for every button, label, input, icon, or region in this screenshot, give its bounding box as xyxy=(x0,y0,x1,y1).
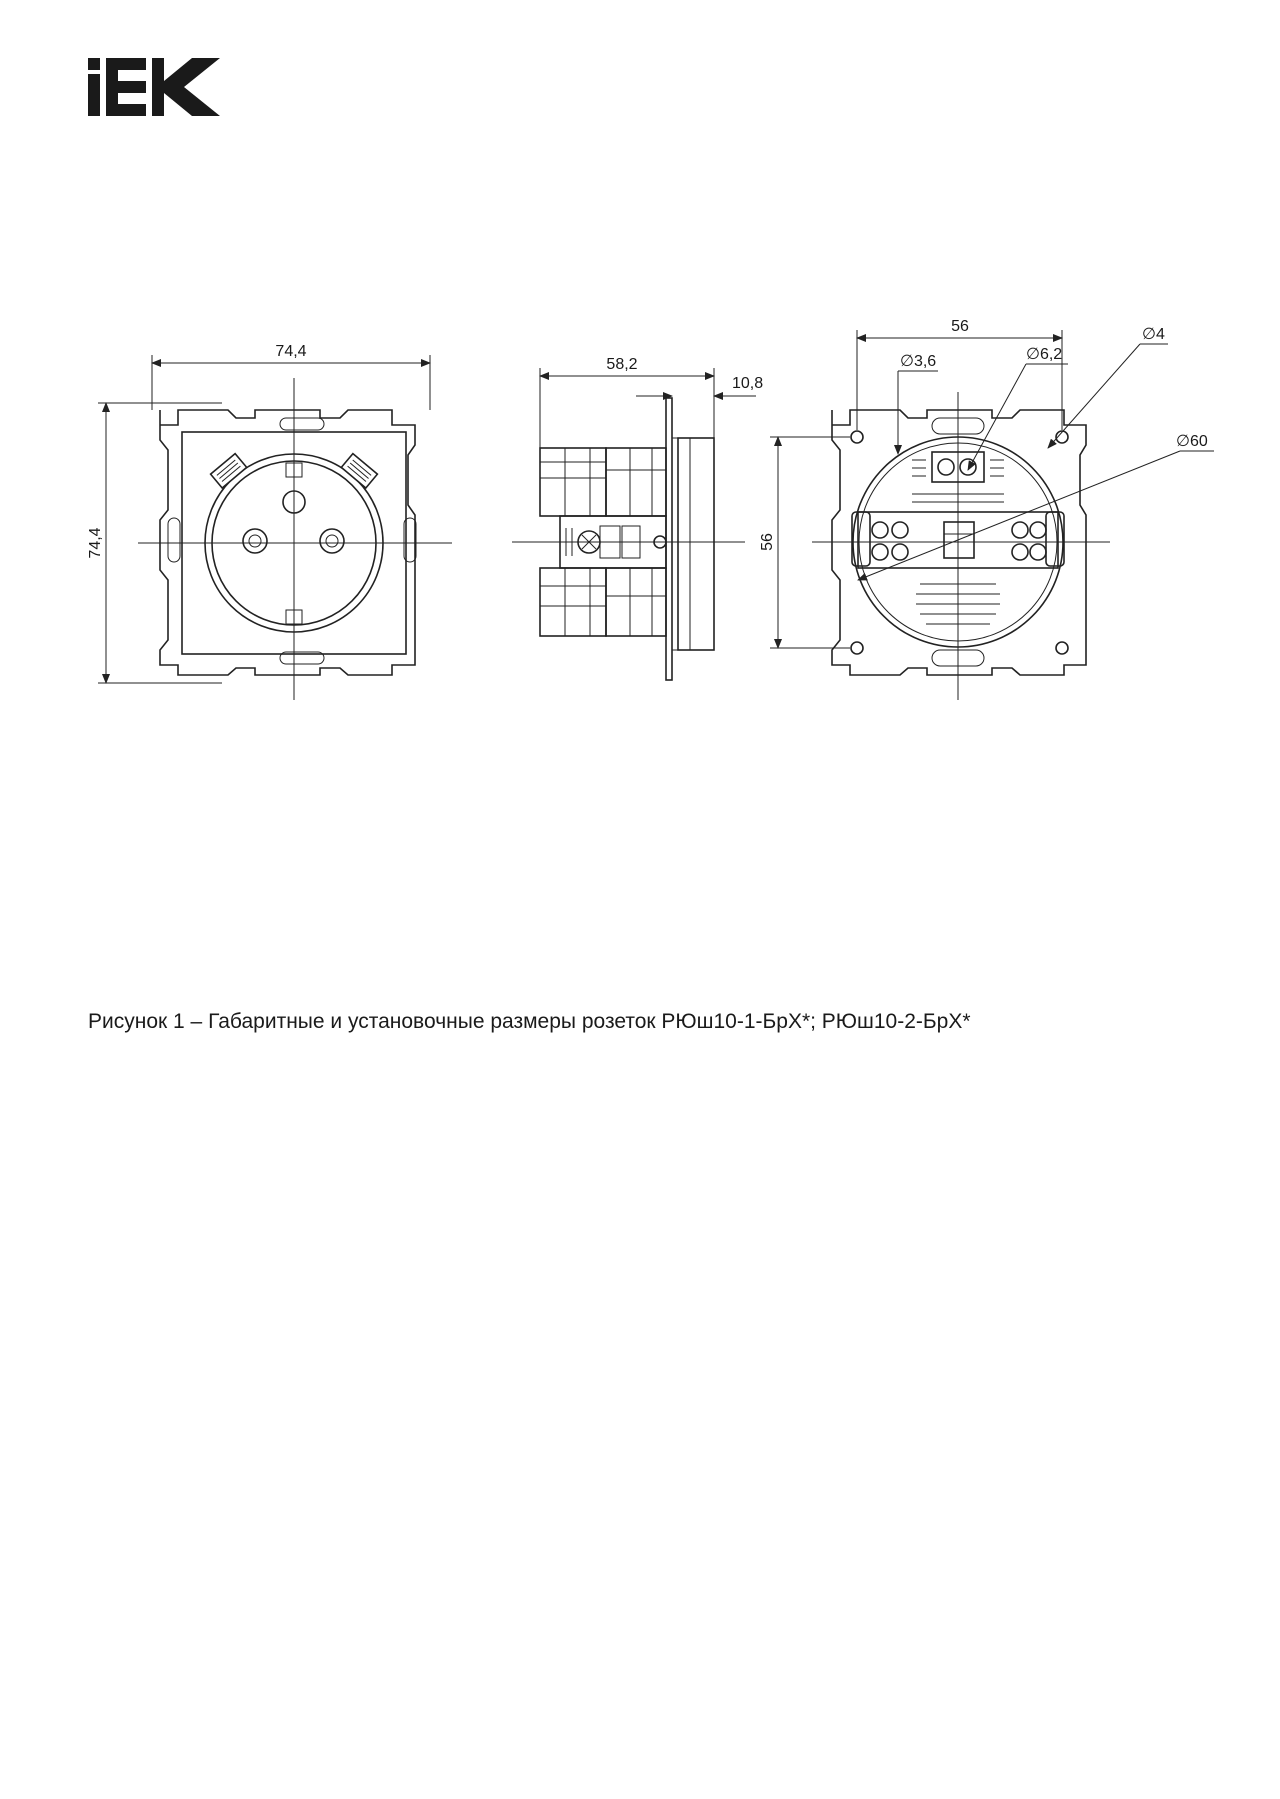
side-front-label: 10,8 xyxy=(732,375,764,392)
body-diameter-label: ∅60 xyxy=(1176,433,1208,450)
technical-drawing xyxy=(0,0,1280,760)
pin-hole-right xyxy=(320,529,344,553)
hole-corner-label: ∅4 xyxy=(1142,326,1165,343)
rear-spacing-v-label: 56 xyxy=(759,533,776,551)
side-mounting-plate xyxy=(666,398,672,680)
hole-small-label: ∅3,6 xyxy=(900,353,937,370)
corner-hole-bl xyxy=(851,642,863,654)
side-cover-plate xyxy=(678,438,714,650)
usb-port-right xyxy=(341,454,377,488)
corner-hole-tl xyxy=(851,431,863,443)
rear-view xyxy=(759,318,1214,700)
figure-caption: Рисунок 1 – Габаритные и установочные размеры розеток РЮш10-1-БрX*; РЮш10-2-БрX* xyxy=(88,1010,971,1033)
corner-hole-br xyxy=(1056,642,1068,654)
side-depth-label: 58,2 xyxy=(606,356,638,373)
front-width-label: 74,4 xyxy=(275,343,307,360)
pin-hole-left xyxy=(243,529,267,553)
hole-mid-label: ∅6,2 xyxy=(1026,346,1063,363)
side-view xyxy=(512,356,763,680)
rear-spacing-h-label: 56 xyxy=(951,318,969,335)
front-height-label: 74,4 xyxy=(87,527,104,559)
front-view xyxy=(87,343,452,700)
usb-port-left xyxy=(211,454,247,488)
